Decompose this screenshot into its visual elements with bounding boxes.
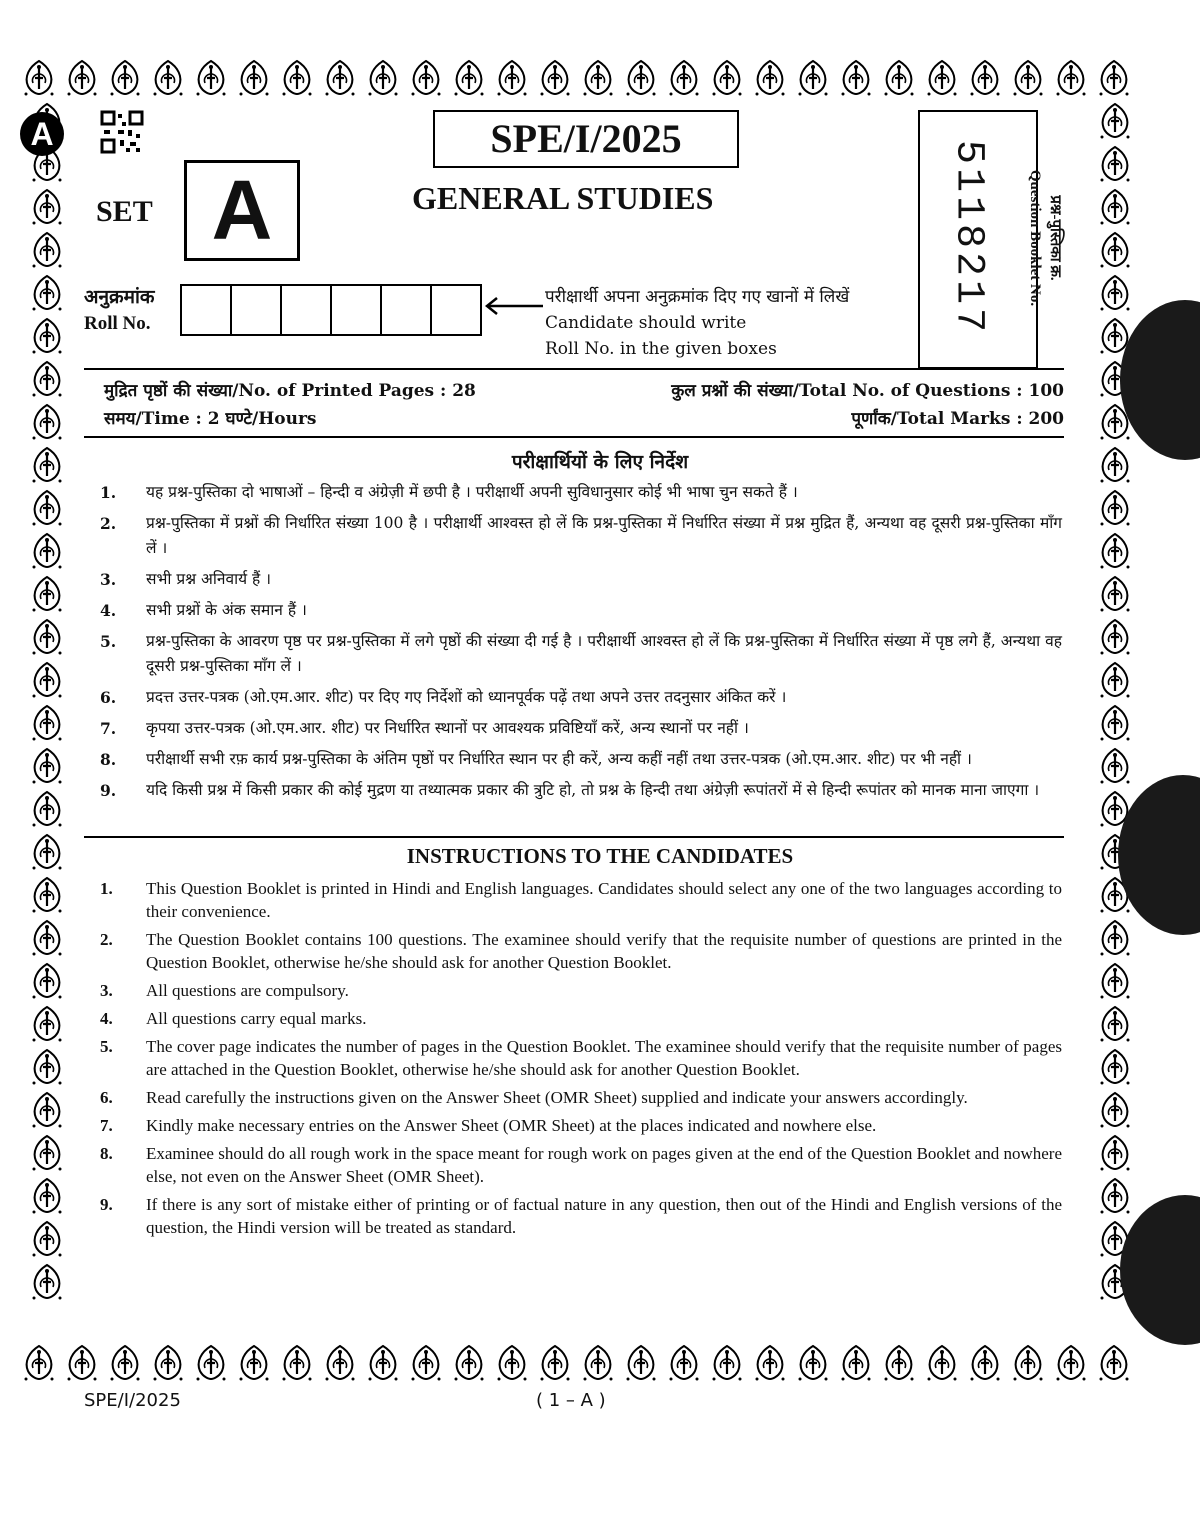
border-ornament-icon bbox=[623, 1344, 659, 1382]
border-ornament-icon bbox=[838, 1344, 874, 1382]
border-ornament-icon bbox=[29, 403, 65, 441]
border-ornament-icon bbox=[29, 274, 65, 312]
border-ornament-icon bbox=[64, 1344, 100, 1382]
instruction-item bbox=[100, 778, 1062, 803]
subject-title: GENERAL STUDIES bbox=[412, 180, 714, 216]
instruction-number: 1. bbox=[100, 879, 113, 898]
border-ornament-icon bbox=[29, 790, 65, 828]
border-ornament-icon bbox=[838, 59, 874, 97]
instruction-text: Read carefully the instructions given on the Answer Sheet (OMR Sheet) supplied and indicate your answers accordingly. bbox=[146, 1088, 968, 1107]
border-ornament-icon bbox=[1097, 1048, 1133, 1086]
border-ornament-icon bbox=[29, 1134, 65, 1172]
divider bbox=[84, 436, 1064, 438]
instruction-text: परीक्षार्थी सभी रफ़ कार्य प्रश्न-पुस्तिका के अंतिम पृष्ठों पर निर्धारित स्थान पर ही करें, अन्य कहीं नहीं तथा उत्तर-पत्रक (ओ.एम.आर. शीट) पर भी नहीं । bbox=[146, 750, 972, 768]
instruction-text: यह प्रश्न-पुस्तिका दो भाषाओं – हिन्दी व अंग्रेज़ी में छपी है । परीक्षार्थी अपनी सुविधानुसार कोई भी भाषा चुन सकते हैं । bbox=[146, 483, 798, 501]
instruction-item bbox=[100, 567, 1062, 592]
border-ornament-icon bbox=[580, 59, 616, 97]
border-ornament-icon bbox=[666, 59, 702, 97]
border-ornament-icon bbox=[1097, 489, 1133, 527]
border-ornament-icon bbox=[236, 1344, 272, 1382]
instruction-item bbox=[100, 685, 1062, 710]
border-ornament-icon bbox=[29, 919, 65, 957]
border-ornament-icon bbox=[29, 1048, 65, 1086]
instruction-number: 8. bbox=[100, 1144, 113, 1163]
border-ornament-icon bbox=[322, 59, 358, 97]
border-ornament-icon bbox=[1096, 59, 1132, 97]
instruction-item bbox=[100, 1114, 1062, 1137]
border-ornament-icon bbox=[408, 59, 444, 97]
roll-digit-box[interactable] bbox=[232, 286, 282, 334]
arrow-left-icon bbox=[483, 296, 543, 316]
border-ornament-icon bbox=[150, 59, 186, 97]
english-instructions-list bbox=[100, 877, 1062, 1244]
border-ornament-icon bbox=[1053, 1344, 1089, 1382]
border-ornament-icon bbox=[150, 1344, 186, 1382]
border-ornament-icon bbox=[193, 1344, 229, 1382]
border-ornament-icon bbox=[21, 1344, 57, 1382]
border-ornament-icon bbox=[494, 59, 530, 97]
border-ornament-icon bbox=[451, 59, 487, 97]
border-ornament-icon bbox=[881, 59, 917, 97]
instruction-number: 5. bbox=[100, 632, 117, 651]
total-questions: कुल प्रश्नों की संख्या/Total No. of Questions : 100 bbox=[671, 381, 1064, 401]
border-ornament-icon bbox=[236, 59, 272, 97]
instruction-text: प्रश्न-पुस्तिका में प्रश्नों की निर्धारित संख्या 100 है । परीक्षार्थी आश्वस्त हो लें कि प्रश्न-पुस्तिका में निर्धारित संख्या में प्रश्न मुद्रित हैं, अन्यथा वह दूसरी प्रश्न-पुस्तिका माँग लें । bbox=[146, 514, 1062, 557]
roll-digit-box[interactable] bbox=[332, 286, 382, 334]
border-ornament-icon bbox=[29, 317, 65, 355]
instruction-text: Examinee should do all rough work in the space meant for rough work on pages given at the end of the Question Booklet and nowhere else, not even on the Answer Sheet (OMR Sheet). bbox=[146, 1144, 1062, 1186]
qr-code-icon bbox=[100, 110, 144, 154]
border-ornament-icon bbox=[29, 1177, 65, 1215]
instruction-item bbox=[100, 1035, 1062, 1081]
border-ornament-icon bbox=[1097, 704, 1133, 742]
instruction-item bbox=[100, 480, 1062, 505]
border-ornament-icon bbox=[580, 1344, 616, 1382]
border-ornament-icon bbox=[279, 1344, 315, 1382]
border-ornament-icon bbox=[1097, 661, 1133, 699]
border-ornament-icon bbox=[752, 59, 788, 97]
border-ornament-icon bbox=[29, 876, 65, 914]
instruction-text: All questions carry equal marks. bbox=[146, 1009, 367, 1028]
instruction-number: 4. bbox=[100, 601, 117, 620]
border-ornament-icon bbox=[1096, 1344, 1132, 1382]
instruction-item bbox=[100, 747, 1062, 772]
roll-number-instruction: परीक्षार्थी अपना अनुक्रमांक दिए गए खानों में लिखें Candidate should write Roll No. in the given boxes bbox=[545, 287, 850, 359]
divider bbox=[84, 836, 1064, 838]
total-marks: पूर्णांक/Total Marks : 200 bbox=[851, 409, 1064, 429]
border-ornament-icon bbox=[29, 747, 65, 785]
border-ornament-icon bbox=[1097, 102, 1133, 140]
border-ornament-icon bbox=[29, 231, 65, 269]
border-ornament-icon bbox=[29, 1005, 65, 1043]
border-ornament-icon bbox=[967, 1344, 1003, 1382]
border-ornament-icon bbox=[279, 59, 315, 97]
instruction-number: 9. bbox=[100, 1195, 113, 1214]
instruction-text: सभी प्रश्नों के अंक समान हैं । bbox=[146, 601, 307, 619]
border-ornament-icon bbox=[1097, 274, 1133, 312]
border-ornament-icon bbox=[1053, 59, 1089, 97]
instruction-number: 4. bbox=[100, 1009, 113, 1028]
border-ornament-icon bbox=[29, 1091, 65, 1129]
border-ornament-icon bbox=[1097, 231, 1133, 269]
set-label: SET bbox=[96, 195, 153, 228]
roll-number-boxes[interactable] bbox=[180, 284, 482, 336]
instruction-number: 7. bbox=[100, 719, 117, 738]
border-ornament-icon bbox=[107, 1344, 143, 1382]
roll-digit-box[interactable] bbox=[432, 286, 480, 334]
instruction-item bbox=[100, 598, 1062, 623]
instruction-text: If there is any sort of mistake either of printing or of factual nature in any question, then out of the Hindi and English versions of the question, the Hindi version will be treated as standard. bbox=[146, 1195, 1062, 1237]
border-ornament-icon bbox=[752, 1344, 788, 1382]
border-ornament-icon bbox=[1097, 145, 1133, 183]
border-ornament-icon bbox=[29, 360, 65, 398]
paper-code-title: SPE/I/2025 bbox=[433, 110, 739, 168]
hindi-instructions-heading: परीक्षार्थियों के लिए निर्देश bbox=[511, 451, 689, 473]
border-ornament-icon bbox=[1097, 919, 1133, 957]
instruction-text: प्रश्न-पुस्तिका के आवरण पृष्ठ पर प्रश्न-पुस्तिका में लगे पृष्ठों की संख्या दी गई है । परीक्षार्थी आश्वस्त हो लें कि प्रश्न-पुस्तिका में निर्धारित संख्या में पृष्ठ लगे हैं, अन्यथा वह दूसरी प्रश्न-पुस्तिका माँग लें । bbox=[146, 632, 1062, 675]
instruction-text: The cover page indicates the number of pages in the Question Booklet. The examinee should verify that the requisite number of pages are attached in the Question Booklet, otherwise he/she should ask for another Question Booklet. bbox=[146, 1037, 1062, 1079]
border-ornament-icon bbox=[1097, 1005, 1133, 1043]
instruction-text: The Question Booklet contains 100 questions. The examinee should verify that the requisite number of questions are printed in the Question Booklet, otherwise he/she should ask for another Question Booklet. bbox=[146, 930, 1062, 972]
border-ornament-icon bbox=[29, 1220, 65, 1258]
roll-digit-box[interactable] bbox=[282, 286, 332, 334]
english-instructions-heading: INSTRUCTIONS TO THE CANDIDATES bbox=[406, 844, 794, 868]
top-border bbox=[18, 55, 1143, 101]
corner-badge: A bbox=[20, 112, 64, 156]
left-border bbox=[22, 100, 72, 1340]
exam-time: समय/Time : 2 घण्टे/Hours bbox=[104, 409, 317, 429]
roll-number-label: अनुक्रमांक Roll No. bbox=[84, 287, 155, 334]
instruction-number: 6. bbox=[100, 1088, 113, 1107]
instruction-item bbox=[100, 716, 1062, 741]
border-ornament-icon bbox=[1097, 532, 1133, 570]
instruction-number: 2. bbox=[100, 930, 113, 949]
border-ornament-icon bbox=[1097, 618, 1133, 656]
border-ornament-icon bbox=[29, 618, 65, 656]
border-ornament-icon bbox=[494, 1344, 530, 1382]
border-ornament-icon bbox=[1097, 962, 1133, 1000]
roll-digit-box[interactable] bbox=[382, 286, 432, 334]
footer-paper-code: SPE/I/2025 bbox=[84, 1390, 181, 1411]
page-number: ( 1 – A ) bbox=[536, 1390, 606, 1411]
instruction-text: All questions are compulsory. bbox=[146, 981, 349, 1000]
instruction-text: यदि किसी प्रश्न में किसी प्रकार की कोई मुद्रण या तथ्यात्मक प्रकार की त्रुटि हो, तो प्रश्न के हिन्दी तथा अंग्रेज़ी रूपांतरों में से हिन्दी रूपांतर को मानक माना जाएगा । bbox=[146, 781, 1040, 799]
divider bbox=[84, 368, 1064, 370]
instruction-number: 8. bbox=[100, 750, 117, 769]
border-ornament-icon bbox=[1097, 1134, 1133, 1172]
border-ornament-icon bbox=[967, 59, 1003, 97]
border-ornament-icon bbox=[1097, 1091, 1133, 1129]
border-ornament-icon bbox=[709, 59, 745, 97]
border-ornament-icon bbox=[1010, 59, 1046, 97]
roll-digit-box[interactable] bbox=[182, 286, 232, 334]
border-ornament-icon bbox=[623, 59, 659, 97]
border-ornament-icon bbox=[29, 188, 65, 226]
set-value: A bbox=[184, 160, 300, 261]
border-ornament-icon bbox=[709, 1344, 745, 1382]
border-ornament-icon bbox=[29, 1263, 65, 1301]
bottom-border bbox=[18, 1340, 1143, 1386]
border-ornament-icon bbox=[29, 489, 65, 527]
border-ornament-icon bbox=[1097, 575, 1133, 613]
printed-pages: मुद्रित पृष्ठों की संख्या/No. of Printed Pages : 28 bbox=[104, 381, 476, 401]
instruction-item bbox=[100, 928, 1062, 974]
border-ornament-icon bbox=[881, 1344, 917, 1382]
instruction-item bbox=[100, 1086, 1062, 1109]
instruction-text: सभी प्रश्न अनिवार्य हैं । bbox=[146, 570, 272, 588]
instruction-text: This Question Booklet is printed in Hindi and English languages. Candidates should select any one of the two languages according to their convenience. bbox=[146, 879, 1062, 921]
border-ornament-icon bbox=[795, 1344, 831, 1382]
right-border bbox=[1090, 100, 1140, 1340]
instruction-text: प्रदत्त उत्तर-पत्रक (ओ.एम.आर. शीट) पर दिए गए निर्देशों को ध्यानपूर्वक पढ़ें तथा अपने उत्तर तदनुसार अंकित करें । bbox=[146, 688, 787, 706]
instruction-item bbox=[100, 1142, 1062, 1188]
instruction-item bbox=[100, 629, 1062, 679]
border-ornament-icon bbox=[537, 59, 573, 97]
border-ornament-icon bbox=[1097, 747, 1133, 785]
border-ornament-icon bbox=[924, 59, 960, 97]
border-ornament-icon bbox=[666, 1344, 702, 1382]
instruction-item bbox=[100, 511, 1062, 561]
border-ornament-icon bbox=[537, 1344, 573, 1382]
border-ornament-icon bbox=[451, 1344, 487, 1382]
border-ornament-icon bbox=[1010, 1344, 1046, 1382]
border-ornament-icon bbox=[29, 532, 65, 570]
border-ornament-icon bbox=[29, 962, 65, 1000]
instruction-text: कृपया उत्तर-पत्रक (ओ.एम.आर. शीट) पर निर्धारित स्थानों पर आवश्यक प्रविष्टियाँ करें, अन्य स्थानों पर नहीं । bbox=[146, 719, 749, 737]
booklet-number: 5118217 bbox=[945, 139, 991, 337]
border-ornament-icon bbox=[365, 1344, 401, 1382]
booklet-number-label: प्रश्न-पुस्तिका क्र. Question Booklet No. bbox=[1027, 169, 1063, 307]
instruction-number: 5. bbox=[100, 1037, 113, 1056]
instruction-number: 2. bbox=[100, 514, 117, 533]
hindi-instructions-list bbox=[100, 480, 1062, 809]
border-ornament-icon bbox=[924, 1344, 960, 1382]
border-ornament-icon bbox=[193, 59, 229, 97]
instruction-item bbox=[100, 1007, 1062, 1030]
instruction-number: 1. bbox=[100, 483, 117, 502]
instruction-item bbox=[100, 979, 1062, 1002]
instruction-number: 6. bbox=[100, 688, 117, 707]
border-ornament-icon bbox=[322, 1344, 358, 1382]
instruction-number: 3. bbox=[100, 981, 113, 1000]
border-ornament-icon bbox=[29, 661, 65, 699]
border-ornament-icon bbox=[29, 704, 65, 742]
border-ornament-icon bbox=[365, 59, 401, 97]
instruction-number: 3. bbox=[100, 570, 117, 589]
instruction-number: 7. bbox=[100, 1116, 113, 1135]
border-ornament-icon bbox=[1097, 1177, 1133, 1215]
border-ornament-icon bbox=[795, 59, 831, 97]
border-ornament-icon bbox=[1097, 188, 1133, 226]
instruction-item bbox=[100, 1193, 1062, 1239]
instruction-item bbox=[100, 877, 1062, 923]
instruction-text: Kindly make necessary entries on the Answer Sheet (OMR Sheet) at the places indicated and nowhere else. bbox=[146, 1116, 877, 1135]
border-ornament-icon bbox=[29, 575, 65, 613]
instruction-number: 9. bbox=[100, 781, 117, 800]
border-ornament-icon bbox=[107, 59, 143, 97]
border-ornament-icon bbox=[64, 59, 100, 97]
border-ornament-icon bbox=[408, 1344, 444, 1382]
border-ornament-icon bbox=[21, 59, 57, 97]
